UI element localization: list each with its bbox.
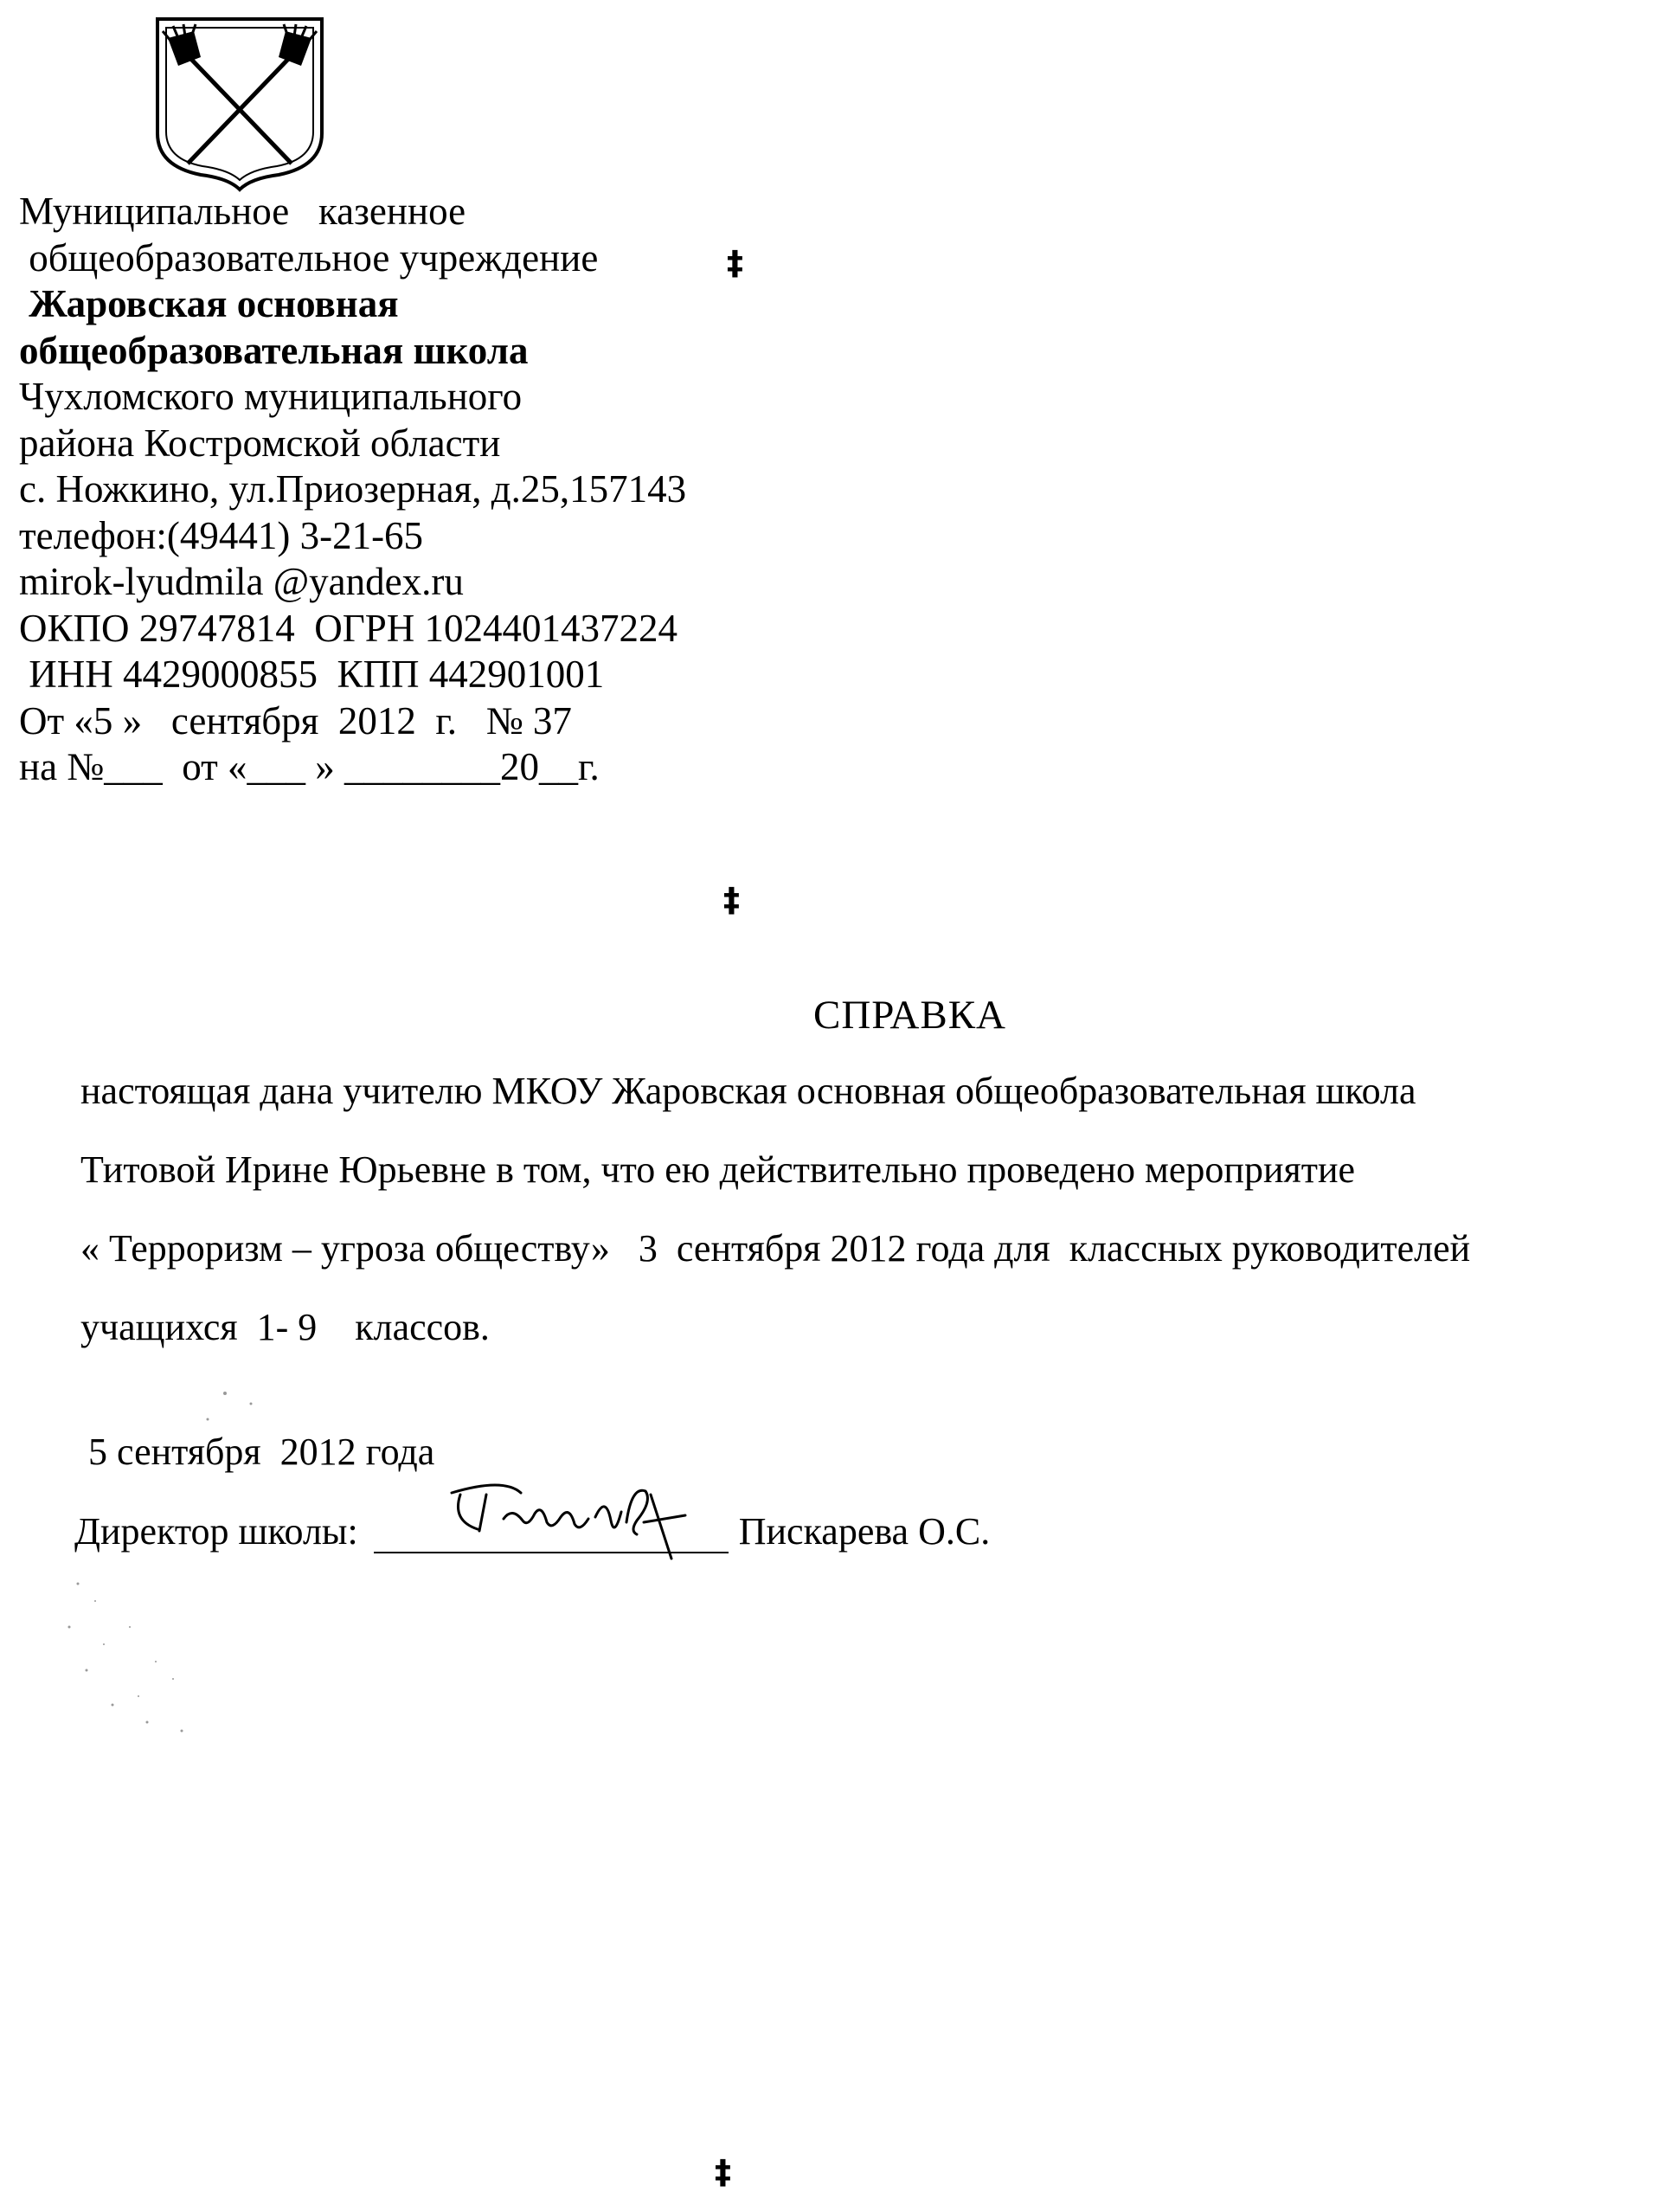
signature-row — [74, 1509, 990, 1553]
okpo-ogrn-line: ОКПО 29747814 ОГРН 1024401437224 — [19, 606, 678, 650]
scan-speck: ‡ — [727, 244, 743, 282]
inn-kpp-line: ИНН 4429000855 КПП 442901001 — [19, 653, 605, 696]
handwritten-signature — [426, 1469, 711, 1564]
letterhead — [19, 189, 780, 791]
email-line: mirok-lyudmila @yandex.ru — [19, 560, 464, 603]
school-name-line-1: Жаровская основная — [19, 282, 399, 325]
phone-line: телефон:(49441) 3-21-65 — [19, 513, 424, 557]
faint-stamp-impression — [52, 1367, 337, 1765]
district-line-2: района Костромской области — [19, 421, 501, 465]
director-label: Директор школы: — [74, 1510, 358, 1553]
signature-line — [374, 1514, 729, 1553]
district-line-1: Чухломского муниципального — [19, 375, 523, 418]
body-paragraph-line: « Терроризм – угроза обществу» 3 сентября 2012 года для классных руководителей — [80, 1227, 1471, 1270]
scan-speck: ‡ — [715, 2153, 731, 2191]
body-paragraph-line: Титовой Ирине Юрьевне в том, что ею действительно проведено мероприятие — [80, 1148, 1356, 1191]
org-type-line-2: общеобразовательное учреждение — [19, 235, 599, 280]
signature-date: 5 сентября 2012 года — [88, 1431, 435, 1473]
body-paragraph-line: учащихся 1- 9 классов. — [80, 1306, 490, 1348]
outgoing-number-line: От «5 » сентября 2012 г. № 37 — [19, 698, 572, 743]
reply-to-line: на №___ от «___ » ________20__г. — [19, 745, 600, 788]
scan-speck: ‡ — [723, 881, 740, 919]
coat-of-arms-icon — [149, 12, 331, 194]
body-paragraph-line: настоящая дана учителю МКОУ Жаровская основная общеобразовательная школа — [80, 1070, 1416, 1112]
school-name-line-2: общеобразовательная школа — [19, 328, 529, 372]
document-body — [80, 1067, 1673, 1382]
address-line: с. Ножкино, ул.Приозерная, д.25,157143 — [19, 467, 687, 511]
document-title: СПРАВКА — [813, 993, 1006, 1038]
org-type-line: Муниципальное казенное — [19, 190, 466, 233]
director-name: Пискарева О.С. — [738, 1510, 991, 1553]
